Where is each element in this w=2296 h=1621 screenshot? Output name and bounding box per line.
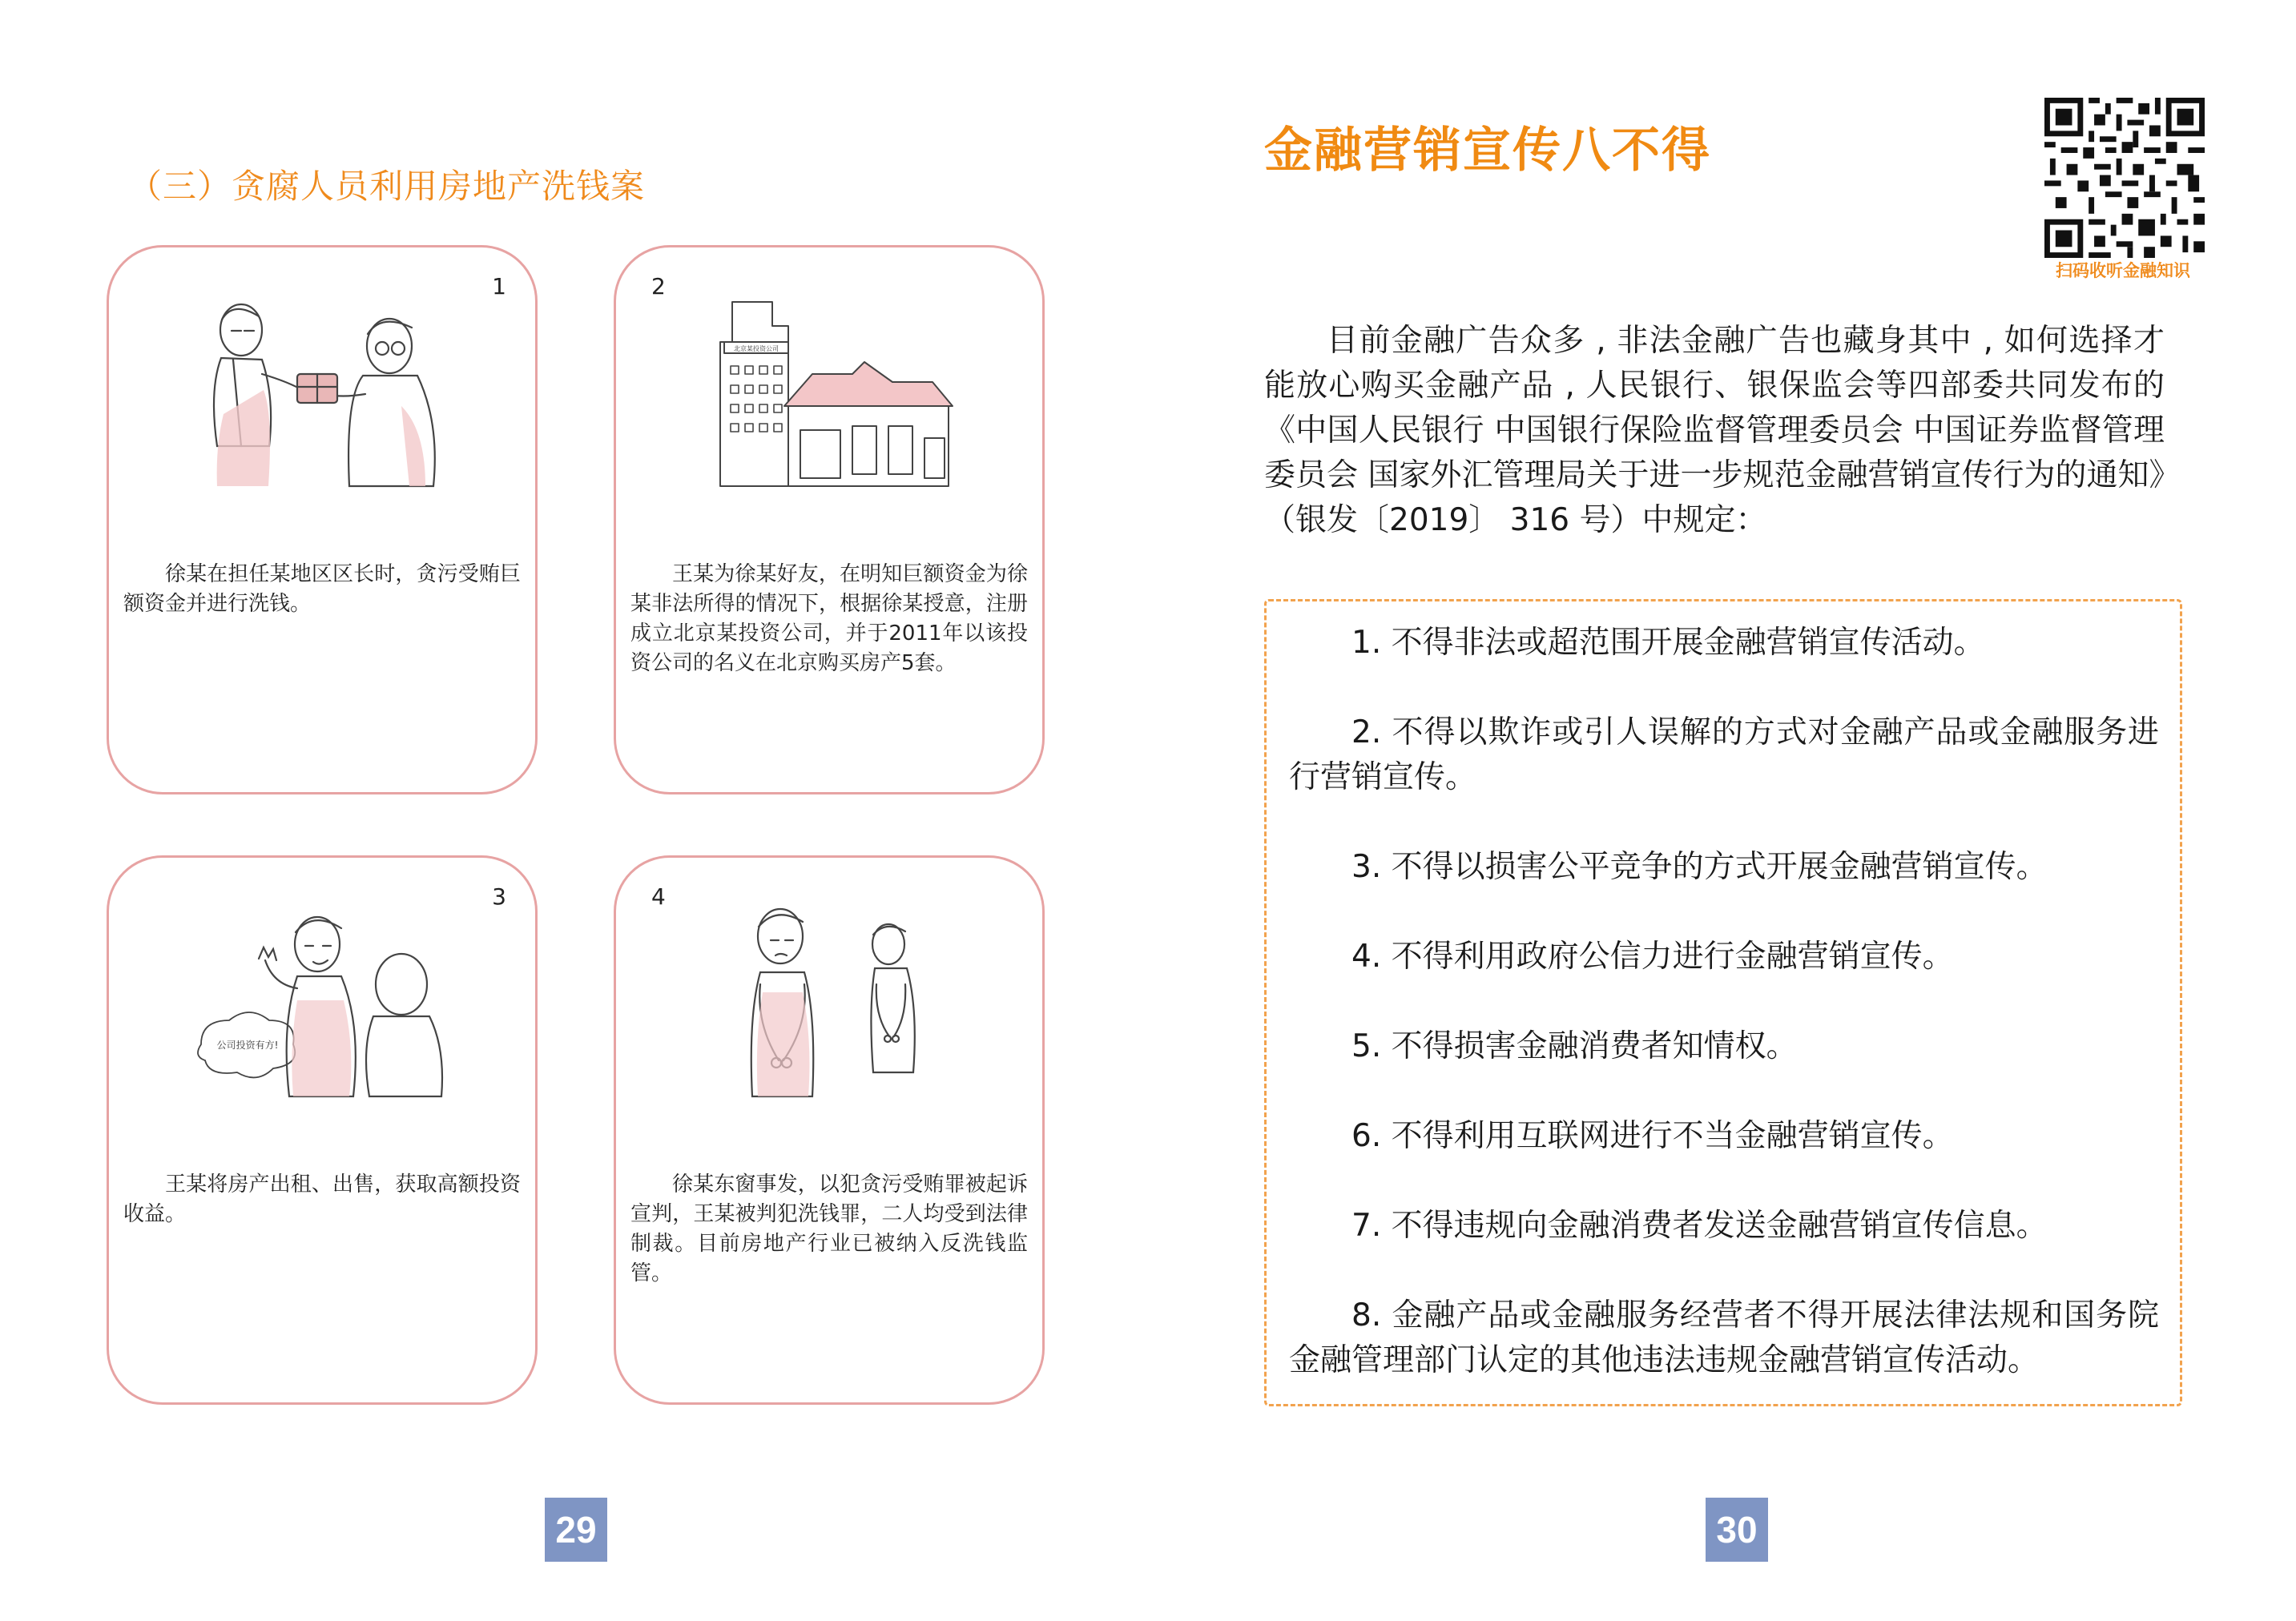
building-sign: 北京某投资公司 <box>734 345 779 352</box>
rule-item: 2. 不得以欺诈或引人误解的方式对金融产品或金融服务进行营销宣传。 <box>1289 714 2159 795</box>
story-card-3 <box>107 855 538 1405</box>
rules-box <box>1264 599 2182 1406</box>
story-card-1 <box>107 245 538 794</box>
qr-caption: 扫码收听金融知识 <box>2056 261 2190 280</box>
rule-item: 3. 不得以损害公平竞争的方式开展金融营销宣传。 <box>1351 849 2048 885</box>
card-number: 2 <box>651 273 666 300</box>
card-story-text: 徐某东窗事发，以犯贪污受贿罪被起诉宣判，王某被判犯洗钱罪，二人均受到法律制裁。目前房地产行业已被纳入反洗钱监管。 <box>630 1173 1028 1285</box>
rule-item: 5. 不得损害金融消费者知情权。 <box>1351 1028 1798 1064</box>
card-story-text: 王某为徐某好友，在明知巨额资金为徐某非法所得的情况下，根据徐某授意，注册成立北京某投资公司，并于2011年以该投资公司的名义在北京购买房产5套。 <box>630 562 1028 675</box>
card-number: 1 <box>492 273 506 300</box>
handcuffed-men-illustration <box>692 896 957 1104</box>
page-number-left: 29 <box>545 1498 607 1562</box>
card-number: 4 <box>651 883 666 910</box>
rule-item: 6. 不得利用互联网进行不当金融营销宣传。 <box>1351 1118 1954 1154</box>
bribe-exchange-illustration <box>185 286 449 494</box>
speech-bubble-text: 公司投资有方! <box>216 1040 279 1051</box>
story-card-2 <box>614 245 1045 794</box>
intro-paragraph: 目前金融广告众多 , 非法金融广告也藏身其中 , 如何选择才能放心购买金融产品 , 人民银行、银保监会等四部委共同发布的《中国人民银行 中国银行保险监督管理委员会 中国证券监督管理委员会 国家外汇管理局关于进一步规范金融营销宣传行为的通知》（银发〔2019〕 316 号）中规定： <box>1264 323 2165 538</box>
rule-item: 4. 不得利用政府公信力进行金融营销宣传。 <box>1351 939 1954 975</box>
rule-item: 7. 不得违规向金融消费者发送金融营销宣传信息。 <box>1351 1208 2048 1244</box>
story-card-4 <box>614 855 1045 1405</box>
boasting-man-illustration <box>185 896 449 1104</box>
page-title: 金融营销宣传八不得 <box>1264 123 1711 179</box>
section-title: （三）贪腐人员利用房地产洗钱案 <box>128 167 646 206</box>
rule-item: 1. 不得非法或超范围开展金融营销宣传活动。 <box>1351 625 1985 661</box>
qr-code-icon[interactable] <box>2044 98 2205 258</box>
rule-item: 8. 金融产品或金融服务经营者不得开展法律法规和国务院金融管理部门认定的其他违法违规金融营销宣传活动。 <box>1289 1297 2159 1378</box>
card-number: 3 <box>492 883 506 910</box>
card-story-text: 王某将房产出租、出售，获取高额投资收益。 <box>123 1173 521 1226</box>
office-and-house-illustration <box>692 286 957 494</box>
page-number-right: 30 <box>1706 1498 1768 1562</box>
card-story-text: 徐某在担任某地区区长时，贪污受贿巨额资金并进行洗钱。 <box>123 562 521 616</box>
